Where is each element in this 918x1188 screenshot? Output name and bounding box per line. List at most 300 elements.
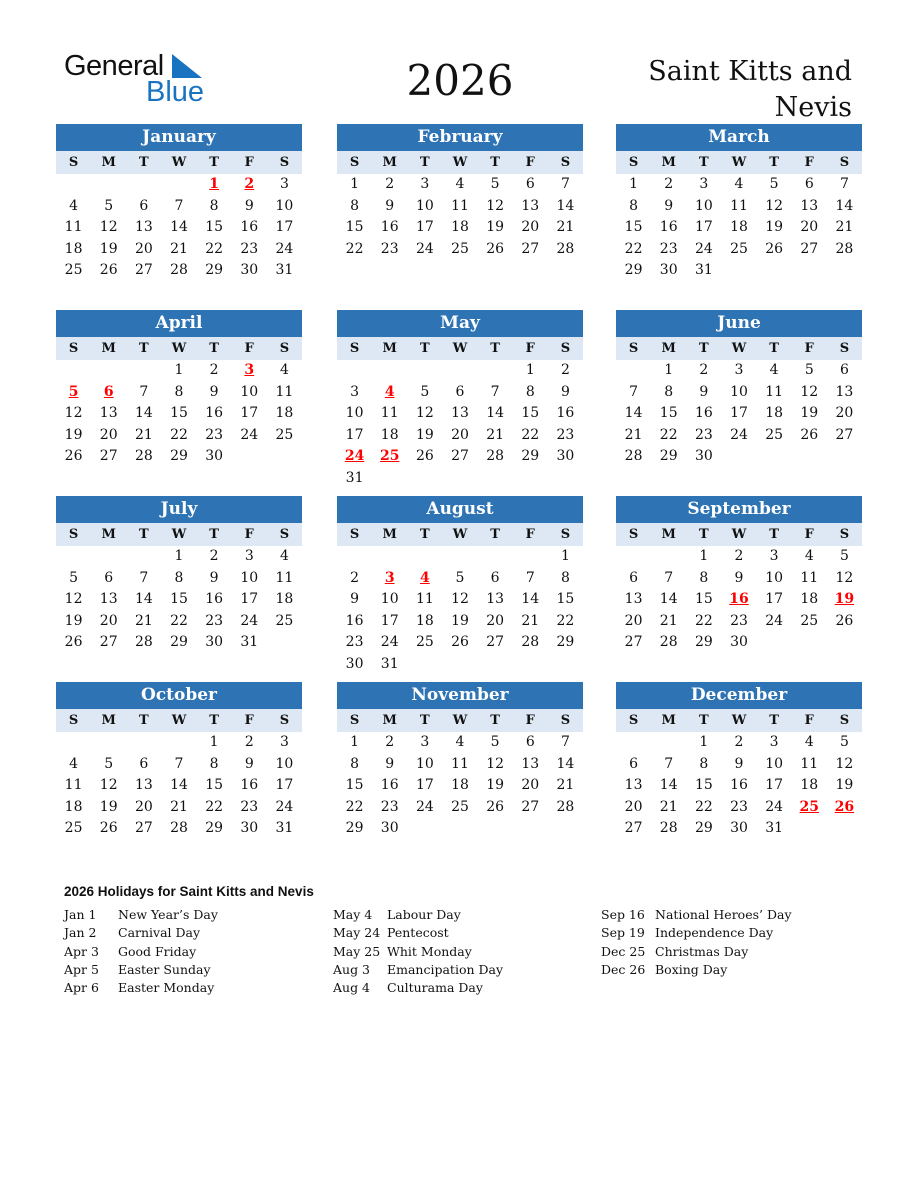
date-cell: 8 xyxy=(629,197,639,214)
date-grid xyxy=(616,732,862,840)
weekday-label: M xyxy=(382,155,397,170)
date-cell: 11 xyxy=(64,777,83,793)
empty-cell xyxy=(91,732,126,754)
date-cell: 11 xyxy=(765,383,784,400)
date-cell: 30 xyxy=(345,655,364,672)
date-cell: 7 xyxy=(139,569,149,586)
holiday-item xyxy=(333,961,503,979)
weekday-label: F xyxy=(244,341,254,356)
month-april xyxy=(56,310,302,468)
date-cell: 6 xyxy=(525,734,535,750)
date-cell: 14 xyxy=(659,777,678,793)
logo-text-blue: Blue xyxy=(146,76,205,108)
empty-cell xyxy=(56,546,91,568)
date-grid xyxy=(56,360,302,468)
weekday-label: T xyxy=(769,527,779,542)
weekday-label: F xyxy=(804,341,814,356)
date-cell: 11 xyxy=(730,197,748,214)
date-cell: 2 xyxy=(560,362,570,378)
date-cell: 28 xyxy=(835,240,854,257)
holiday-date: Sep 19 xyxy=(601,925,645,941)
date-cell: 16 xyxy=(240,219,259,235)
month-title: June xyxy=(616,310,862,337)
calendar-year: 2026 xyxy=(406,56,514,105)
date-cell: 1 xyxy=(350,734,360,750)
date-cell: 30 xyxy=(730,820,748,836)
empty-cell xyxy=(616,546,651,568)
date-cell: 12 xyxy=(800,383,819,400)
date-cell: 11 xyxy=(64,219,83,235)
date-cell: 25 xyxy=(800,612,819,629)
date-cell: 8 xyxy=(209,197,219,214)
date-cell: 16 xyxy=(730,777,748,793)
date-cell: 11 xyxy=(415,591,434,607)
weekday-label: F xyxy=(244,527,254,542)
date-cell: 24 xyxy=(415,240,434,257)
weekday-label: T xyxy=(139,155,149,170)
date-cell: 6 xyxy=(629,569,639,586)
date-cell: 27 xyxy=(521,240,540,257)
date-cell: 24 xyxy=(765,798,784,815)
date-cell: 5 xyxy=(69,569,79,586)
date-cell: 17 xyxy=(275,777,294,793)
date-cell: 26 xyxy=(765,240,784,257)
date-cell: 19 xyxy=(64,612,83,629)
weekday-label: M xyxy=(382,341,397,356)
date-cell: 31 xyxy=(380,655,399,672)
date-cell: 30 xyxy=(240,262,259,278)
date-cell: 2 xyxy=(209,548,219,564)
date-cell: 29 xyxy=(345,820,364,836)
date-cell: 12 xyxy=(99,777,118,793)
date-cell: 30 xyxy=(205,448,224,464)
holiday-date: Aug 4 xyxy=(333,980,371,996)
holiday-date-cell: 26 xyxy=(834,798,855,815)
date-cell: 20 xyxy=(624,798,643,815)
weekday-label: W xyxy=(452,713,468,728)
date-cell: 4 xyxy=(455,176,465,192)
date-cell: 27 xyxy=(835,426,854,443)
empty-cell xyxy=(337,360,372,382)
date-cell: 2 xyxy=(350,569,360,586)
month-title: November xyxy=(337,682,583,709)
empty-cell xyxy=(407,546,442,568)
empty-cell xyxy=(442,360,477,382)
empty-cell xyxy=(651,732,686,754)
date-cell: 1 xyxy=(699,548,709,564)
date-cell: 22 xyxy=(521,426,540,443)
weekday-label: W xyxy=(452,341,468,356)
date-cell: 29 xyxy=(624,262,643,278)
date-cell: 24 xyxy=(275,798,294,815)
date-cell: 15 xyxy=(694,591,713,607)
date-cell: 20 xyxy=(134,240,153,257)
date-cell: 21 xyxy=(521,612,540,629)
date-cell: 1 xyxy=(174,362,184,378)
holiday-item xyxy=(601,943,792,961)
date-cell: 15 xyxy=(556,591,575,607)
weekday-header xyxy=(337,523,583,546)
date-cell: 21 xyxy=(170,240,188,257)
month-june xyxy=(616,310,862,468)
date-cell: 26 xyxy=(64,448,83,464)
weekday-label: S xyxy=(279,341,290,356)
date-cell: 19 xyxy=(99,798,118,815)
holiday-name: Culturama Day xyxy=(387,980,483,996)
date-cell: 19 xyxy=(451,612,469,629)
month-january xyxy=(56,124,302,282)
date-cell: 14 xyxy=(659,591,678,607)
weekday-label: S xyxy=(68,341,79,356)
date-cell: 20 xyxy=(521,777,540,793)
month-title: October xyxy=(56,682,302,709)
empty-cell xyxy=(91,360,126,382)
date-cell: 25 xyxy=(765,426,784,443)
weekday-label: T xyxy=(490,713,500,728)
holiday-name: Pentecost xyxy=(387,925,449,941)
weekday-label: S xyxy=(349,527,360,542)
date-cell: 18 xyxy=(275,405,294,421)
date-cell: 31 xyxy=(765,820,784,836)
weekday-header xyxy=(337,337,583,360)
weekday-label: S xyxy=(839,527,850,542)
date-cell: 12 xyxy=(486,755,505,772)
date-cell: 22 xyxy=(170,612,188,629)
date-cell: 27 xyxy=(451,448,469,464)
weekday-label: T xyxy=(699,713,709,728)
date-cell: 23 xyxy=(345,634,364,650)
date-cell: 31 xyxy=(275,262,294,278)
weekday-label: T xyxy=(490,527,500,542)
date-cell: 21 xyxy=(556,219,575,235)
holiday-date-cell: 4 xyxy=(384,383,395,400)
date-cell: 9 xyxy=(209,569,219,586)
weekday-label: M xyxy=(101,155,116,170)
empty-cell xyxy=(161,732,196,754)
date-cell: 14 xyxy=(556,755,575,772)
date-cell: 16 xyxy=(659,219,678,235)
date-cell: 3 xyxy=(279,176,289,192)
date-cell: 2 xyxy=(734,548,744,564)
date-cell: 7 xyxy=(560,734,570,750)
date-cell: 10 xyxy=(380,591,399,607)
date-cell: 3 xyxy=(279,734,289,750)
holiday-date: Apr 6 xyxy=(64,980,99,996)
date-cell: 5 xyxy=(104,755,114,772)
date-cell: 23 xyxy=(205,426,224,443)
date-cell: 13 xyxy=(99,405,118,421)
weekday-label: S xyxy=(279,155,290,170)
holiday-date: Jan 2 xyxy=(64,925,97,941)
date-cell: 29 xyxy=(205,820,224,836)
date-cell: 22 xyxy=(345,240,364,257)
weekday-label: T xyxy=(769,341,779,356)
date-cell: 30 xyxy=(659,262,678,278)
holiday-date: Apr 5 xyxy=(64,961,99,977)
date-cell: 25 xyxy=(451,798,469,815)
date-cell: 23 xyxy=(205,612,224,629)
date-cell: 5 xyxy=(804,362,814,378)
date-grid xyxy=(616,174,862,282)
date-cell: 21 xyxy=(486,426,505,443)
date-cell: 28 xyxy=(521,634,540,650)
date-cell: 4 xyxy=(69,197,79,214)
date-cell: 11 xyxy=(451,197,469,214)
date-cell: 30 xyxy=(380,820,399,836)
holiday-item xyxy=(333,924,503,942)
weekday-label: T xyxy=(139,341,149,356)
date-cell: 24 xyxy=(240,612,259,629)
weekday-label: T xyxy=(699,341,709,356)
date-grid xyxy=(56,732,302,840)
date-cell: 4 xyxy=(279,362,289,378)
date-cell: 4 xyxy=(279,548,289,564)
empty-cell xyxy=(56,174,91,196)
holiday-date: Apr 3 xyxy=(64,943,99,959)
weekday-label: F xyxy=(525,155,535,170)
date-cell: 9 xyxy=(244,197,254,214)
date-cell: 18 xyxy=(800,777,819,793)
weekday-label: M xyxy=(661,155,676,170)
date-cell: 1 xyxy=(664,362,674,378)
date-cell: 12 xyxy=(835,755,854,772)
date-cell: 27 xyxy=(624,820,643,836)
date-cell: 18 xyxy=(800,591,819,607)
date-cell: 17 xyxy=(240,405,259,421)
date-cell: 14 xyxy=(134,405,153,421)
date-cell: 11 xyxy=(800,755,819,772)
holiday-name: Labour Day xyxy=(387,907,461,922)
holiday-name: Good Friday xyxy=(118,943,197,959)
date-cell: 23 xyxy=(240,240,259,257)
empty-cell xyxy=(91,174,126,196)
date-cell: 18 xyxy=(64,798,83,815)
date-cell: 20 xyxy=(521,219,540,235)
date-cell: 11 xyxy=(800,569,819,586)
date-cell: 17 xyxy=(345,426,364,443)
date-cell: 20 xyxy=(99,426,118,443)
holiday-date-cell: 1 xyxy=(209,176,219,192)
date-cell: 27 xyxy=(134,820,153,836)
date-cell: 2 xyxy=(664,176,674,192)
date-cell: 16 xyxy=(240,777,259,793)
date-cell: 18 xyxy=(380,426,399,443)
date-cell: 8 xyxy=(560,569,570,586)
date-cell: 12 xyxy=(835,569,854,586)
empty-cell xyxy=(442,546,477,568)
date-cell: 13 xyxy=(521,755,540,772)
weekday-header xyxy=(56,523,302,546)
weekday-label: S xyxy=(839,713,850,728)
date-cell: 26 xyxy=(835,612,854,629)
weekday-label: S xyxy=(839,155,850,170)
month-may xyxy=(337,310,583,489)
date-cell: 31 xyxy=(275,820,294,836)
date-cell: 9 xyxy=(560,383,570,400)
holiday-date: May 25 xyxy=(333,943,381,959)
empty-cell xyxy=(126,546,161,568)
date-cell: 19 xyxy=(486,219,505,235)
date-cell: 8 xyxy=(174,569,184,586)
date-cell: 25 xyxy=(730,240,748,257)
date-cell: 17 xyxy=(415,777,434,793)
date-cell: 31 xyxy=(240,634,259,650)
date-cell: 6 xyxy=(104,569,114,586)
date-cell: 5 xyxy=(455,569,465,586)
weekday-label: T xyxy=(769,713,779,728)
weekday-label: T xyxy=(420,527,430,542)
date-cell: 9 xyxy=(734,569,744,586)
weekday-label: T xyxy=(139,527,149,542)
date-cell: 12 xyxy=(486,197,505,214)
date-grid xyxy=(616,546,862,654)
date-cell: 3 xyxy=(734,362,744,378)
date-grid xyxy=(56,174,302,282)
date-cell: 12 xyxy=(415,405,434,421)
holiday-date: Jan 1 xyxy=(64,907,97,922)
holiday-item xyxy=(64,943,218,961)
date-cell: 2 xyxy=(209,362,219,378)
date-cell: 5 xyxy=(490,176,500,192)
date-cell: 12 xyxy=(64,405,83,421)
date-cell: 10 xyxy=(694,197,713,214)
date-cell: 8 xyxy=(209,755,219,772)
date-cell: 21 xyxy=(134,426,153,443)
weekday-label: T xyxy=(139,713,149,728)
date-cell: 28 xyxy=(170,820,188,836)
date-cell: 10 xyxy=(275,197,294,214)
date-cell: 18 xyxy=(451,219,469,235)
weekday-header xyxy=(616,337,862,360)
date-cell: 14 xyxy=(134,591,153,607)
date-cell: 23 xyxy=(694,426,713,443)
date-cell: 3 xyxy=(350,383,360,400)
weekday-label: F xyxy=(525,341,535,356)
holiday-name: New Year’s Day xyxy=(118,907,218,922)
date-cell: 6 xyxy=(139,755,149,772)
date-cell: 16 xyxy=(556,405,575,421)
date-cell: 15 xyxy=(205,219,224,235)
date-cell: 4 xyxy=(455,734,465,750)
date-cell: 10 xyxy=(240,383,259,400)
date-cell: 4 xyxy=(734,176,744,192)
holidays-column xyxy=(601,906,792,979)
weekday-label: W xyxy=(731,713,747,728)
weekday-label: S xyxy=(560,341,571,356)
weekday-header xyxy=(337,151,583,174)
month-title: January xyxy=(56,124,302,151)
date-cell: 15 xyxy=(521,405,540,421)
date-cell: 16 xyxy=(380,777,399,793)
weekday-label: S xyxy=(279,713,290,728)
holiday-date: Dec 25 xyxy=(601,943,646,959)
holiday-date: Sep 16 xyxy=(601,907,645,922)
holiday-name: Easter Sunday xyxy=(118,961,211,977)
date-cell: 1 xyxy=(174,548,184,564)
date-cell: 13 xyxy=(800,197,819,214)
date-cell: 23 xyxy=(380,798,399,815)
weekday-label: F xyxy=(804,527,814,542)
weekday-label: W xyxy=(731,527,747,542)
empty-cell xyxy=(161,174,196,196)
weekday-label: T xyxy=(209,713,219,728)
date-cell: 15 xyxy=(170,405,188,421)
date-cell: 20 xyxy=(99,612,118,629)
holiday-name: National Heroes’ Day xyxy=(655,907,792,922)
weekday-header xyxy=(56,709,302,732)
weekday-header xyxy=(616,523,862,546)
holiday-date-cell: 4 xyxy=(419,569,430,586)
date-cell: 2 xyxy=(385,176,395,192)
weekday-label: S xyxy=(628,155,639,170)
weekday-label: F xyxy=(244,155,254,170)
date-cell: 17 xyxy=(240,591,259,607)
holiday-item xyxy=(64,979,218,997)
holiday-item xyxy=(601,924,792,942)
date-cell: 7 xyxy=(664,755,674,772)
date-cell: 5 xyxy=(839,734,849,750)
date-cell: 7 xyxy=(560,176,570,192)
date-cell: 30 xyxy=(694,448,713,464)
date-cell: 15 xyxy=(170,591,188,607)
weekday-label: S xyxy=(279,527,290,542)
date-cell: 10 xyxy=(730,383,748,400)
date-cell: 28 xyxy=(486,448,505,464)
month-october xyxy=(56,682,302,840)
holiday-date-cell: 5 xyxy=(68,383,79,400)
date-cell: 17 xyxy=(765,777,784,793)
date-cell: 18 xyxy=(275,591,294,607)
date-cell: 19 xyxy=(486,777,505,793)
date-cell: 29 xyxy=(170,448,188,464)
date-cell: 8 xyxy=(350,197,360,214)
date-cell: 3 xyxy=(769,734,779,750)
date-cell: 31 xyxy=(345,469,364,486)
date-cell: 28 xyxy=(659,820,678,836)
month-title: July xyxy=(56,496,302,523)
date-cell: 21 xyxy=(659,798,678,815)
date-cell: 10 xyxy=(415,197,434,214)
date-cell: 2 xyxy=(385,734,395,750)
date-cell: 6 xyxy=(629,755,639,772)
date-cell: 16 xyxy=(345,612,364,629)
date-cell: 26 xyxy=(800,426,819,443)
date-cell: 4 xyxy=(769,362,779,378)
date-cell: 9 xyxy=(385,197,395,214)
empty-cell xyxy=(56,732,91,754)
date-grid xyxy=(337,732,583,840)
weekday-label: S xyxy=(349,713,360,728)
date-cell: 10 xyxy=(240,569,259,586)
empty-cell xyxy=(651,546,686,568)
month-title: December xyxy=(616,682,862,709)
date-cell: 24 xyxy=(765,612,784,629)
weekday-label: F xyxy=(525,527,535,542)
date-cell: 30 xyxy=(205,634,224,650)
empty-cell xyxy=(56,360,91,382)
date-cell: 5 xyxy=(769,176,779,192)
date-cell: 19 xyxy=(415,426,434,443)
date-cell: 3 xyxy=(244,548,254,564)
weekday-label: S xyxy=(68,155,79,170)
date-cell: 3 xyxy=(769,548,779,564)
date-cell: 19 xyxy=(800,405,819,421)
weekday-label: W xyxy=(452,527,468,542)
weekday-label: W xyxy=(171,341,187,356)
date-cell: 29 xyxy=(659,448,678,464)
date-cell: 9 xyxy=(244,755,254,772)
date-cell: 29 xyxy=(170,634,188,650)
